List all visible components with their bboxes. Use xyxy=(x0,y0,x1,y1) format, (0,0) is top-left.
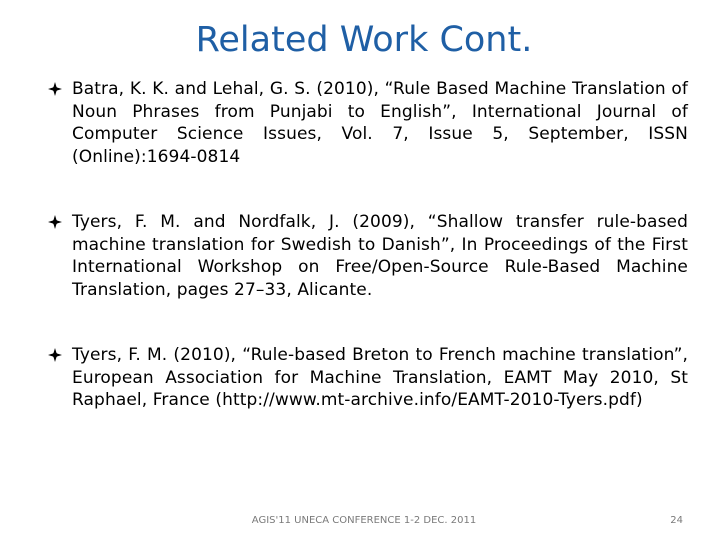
reference-text: Tyers, F. M. (2010), “Rule-based Breton to French machine translation”, European Association for Machine Translation, EAMT May 2010, St Raphael, France (http://www.mt-archive.info/EAMT-2010-Tyers.pdf) xyxy=(72,345,688,410)
diamond-bullet-icon xyxy=(48,215,62,229)
diamond-bullet-icon xyxy=(48,82,62,96)
reference-text: Tyers, F. M. and Nordfalk, J. (2009), “Shallow transfer rule-based machine translation for Swedish to Danish”, In Proceedings of the First International Workshop on Free/Open-Source Rule-Based Machine Translation, pages 27–33, Alicante. xyxy=(72,212,688,300)
footer-conference: AGIS'11 UNECA CONFERENCE 1-2 DEC. 2011 xyxy=(251,515,477,526)
reference-list xyxy=(48,78,688,412)
page-number: 24 xyxy=(670,515,683,526)
reference-item xyxy=(48,78,688,168)
reference-item xyxy=(48,344,688,412)
reference-item xyxy=(48,211,688,301)
reference-text: Batra, K. K. and Lehal, G. S. (2010), “Rule Based Machine Translation of Noun Phrases from Punjabi to English”, International Journal of Computer Science Issues, Vol. 7, Issue 5, September, ISSN (Online):1694-0814 xyxy=(72,79,688,167)
slide-title: Related Work Cont. xyxy=(195,20,533,60)
diamond-bullet-icon xyxy=(48,348,62,362)
